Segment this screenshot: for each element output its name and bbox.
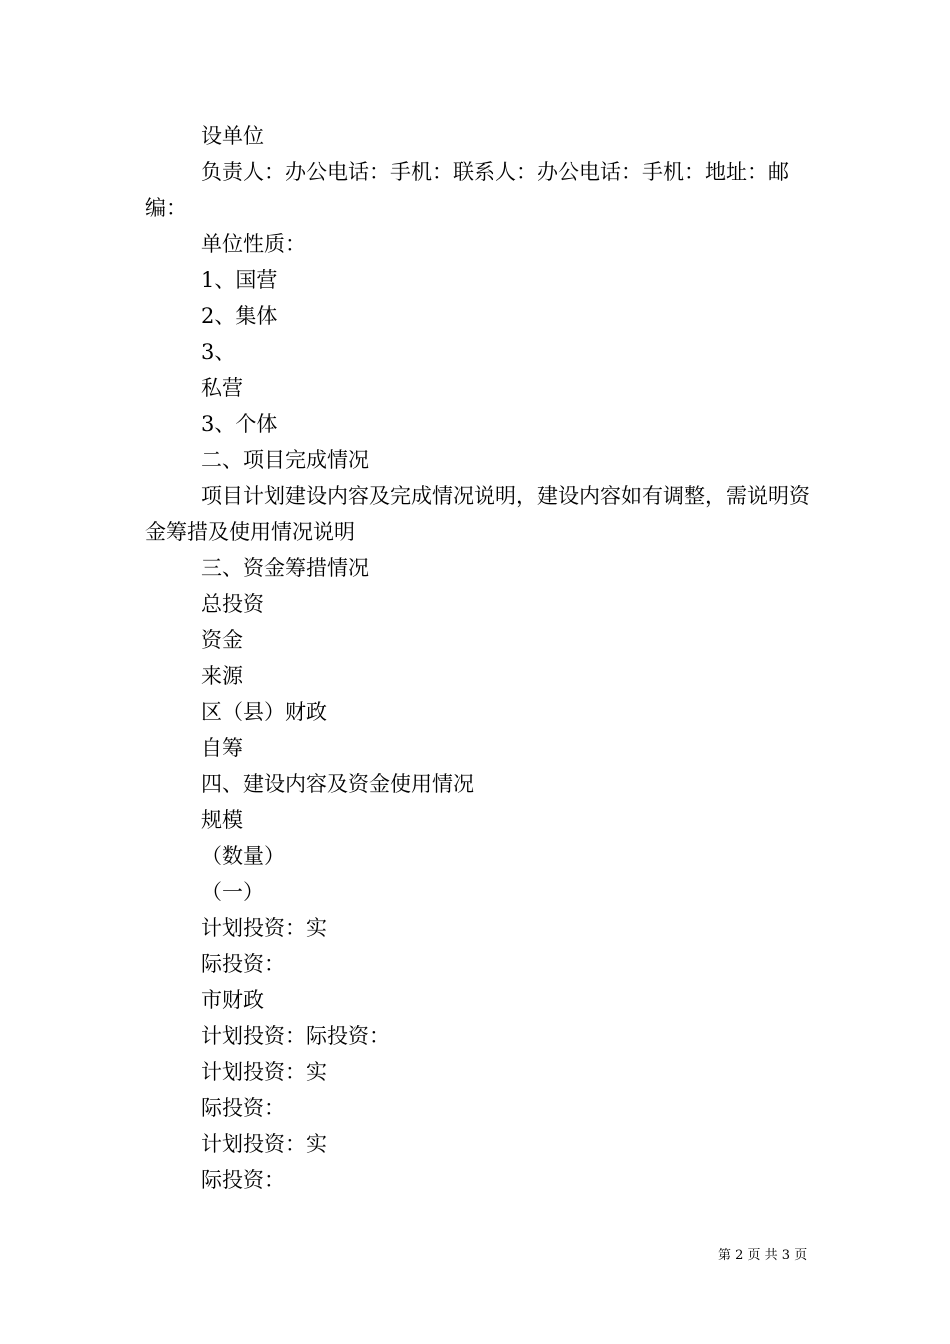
paragraph: 际投资： [201,1096,285,1120]
paragraph: 计划投资：实 [201,1132,327,1156]
paragraph: （数量） [201,844,285,868]
paragraph: 1、国营 [201,268,278,292]
page-number-footer: 第 2 页 共 3 页 [718,1248,808,1263]
paragraph: 际投资： [201,952,285,976]
paragraph: 计划投资：实 [201,1060,327,1084]
paragraph: 计划投资：实 [201,916,327,940]
section-heading: 三、资金筹措情况 [201,556,369,580]
paragraph: 单位性质： [201,232,306,256]
paragraph: 负责人：办公电话：手机：联系人：办公电话：手机：地址：邮编： [145,160,789,220]
paragraph: 来源 [201,664,243,688]
paragraph: （一） [201,880,264,904]
paragraph: 区（县）财政 [201,700,327,724]
paragraph: 项目计划建设内容及完成情况说明，建设内容如有调整，需说明资金筹措及使用情况说明 [145,484,810,544]
paragraph: 际投资： [201,1168,285,1192]
paragraph: 自筹 [201,736,243,760]
section-heading: 四、建设内容及资金使用情况 [201,772,474,796]
paragraph: 市财政 [201,988,264,1012]
paragraph: 规模 [201,808,243,832]
paragraph: 计划投资：际投资： [201,1024,390,1048]
paragraph: 3、 [201,340,236,364]
paragraph: 3、个体 [201,412,278,436]
section-heading: 二、项目完成情况 [201,448,369,472]
paragraph: 2、集体 [201,304,278,328]
paragraph: 资金 [201,628,243,652]
paragraph: 总投资 [201,592,264,616]
paragraph: 设单位 [201,124,264,148]
document-body [145,118,810,1198]
paragraph: 私营 [201,376,243,400]
